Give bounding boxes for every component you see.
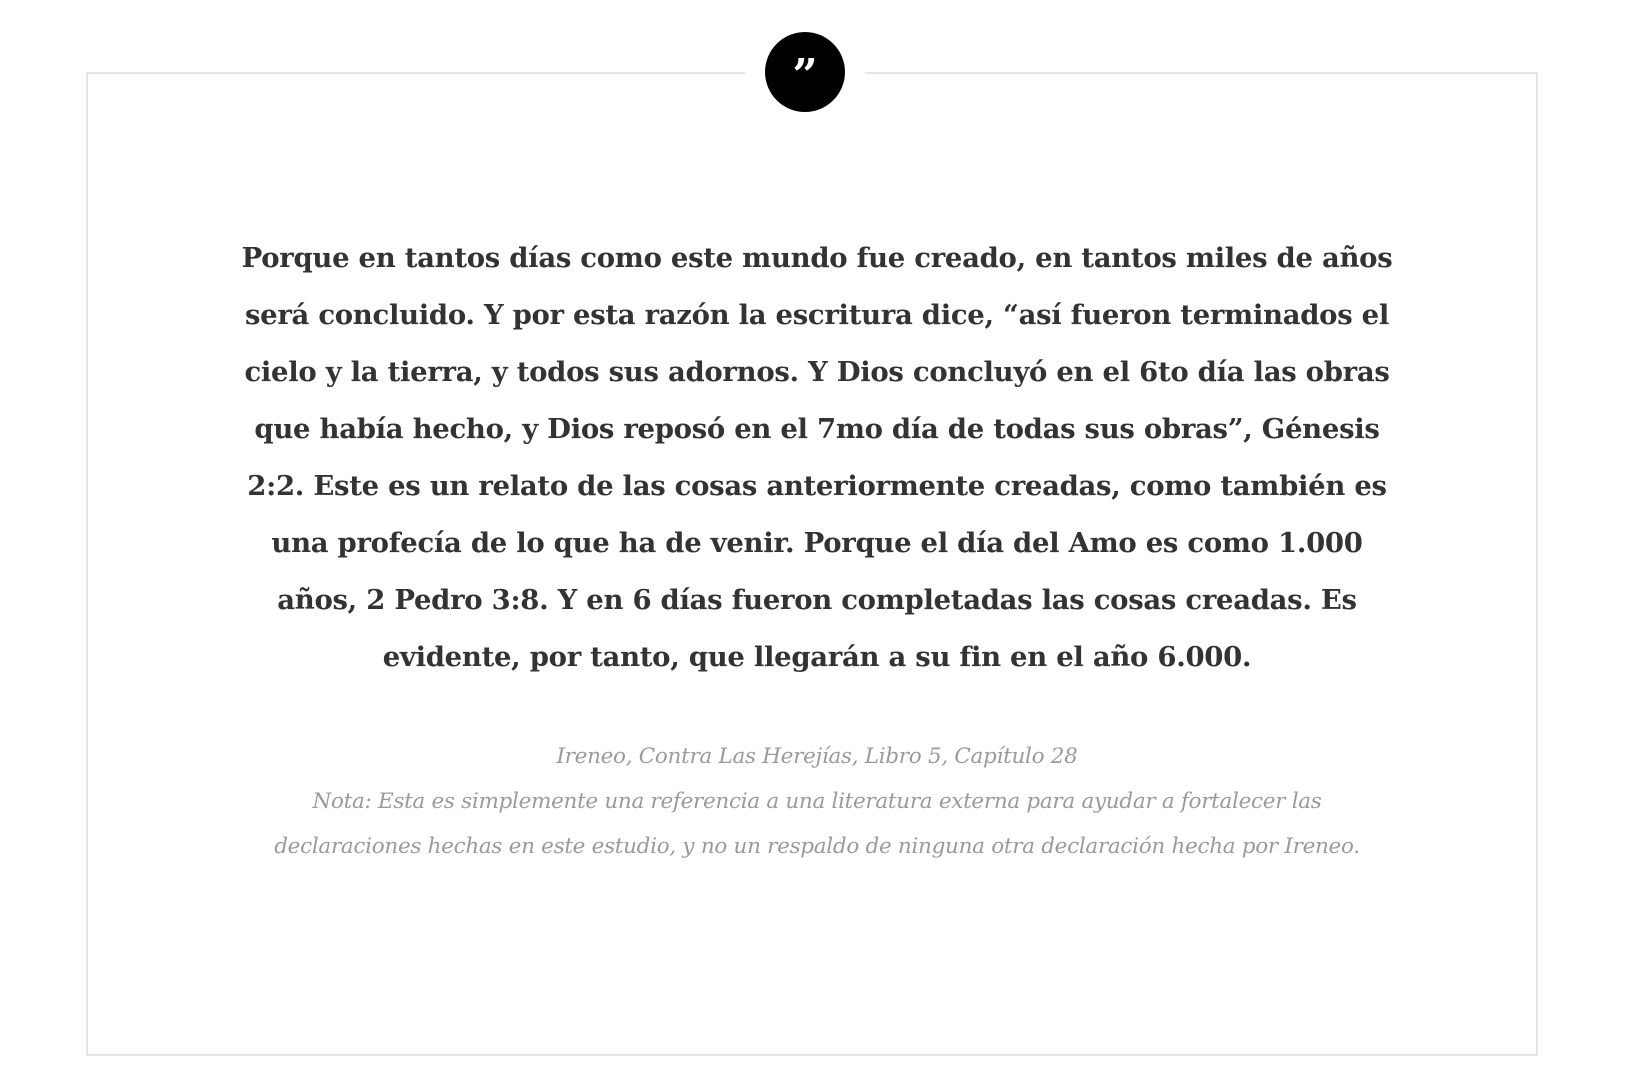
quote-citation: Ireneo, Contra Las Herejías, Libro 5, Capítulo 28 bbox=[556, 744, 1078, 769]
quote-icon: ” bbox=[792, 50, 818, 101]
quote-footer bbox=[250, 734, 1384, 869]
quote-note: Nota: Esta es simplemente una referencia a una literatura externa para ayudar a fortalecer las declaraciones hechas en este estudio, y no un respaldo de ninguna otra declaración hecha por Ireneo. bbox=[274, 789, 1360, 859]
quote-text: Porque en tantos días como este mundo fue creado, en tantos miles de años será concluido. Y por esta razón la escritura dice, “así fueron terminados el cielo y la tierra, y todos sus adornos. Y Dios concluyó en el 6to día las obras que había hecho, y Dios reposó en el 7mo día de todas sus obras”, Génesis 2:2. Este es un relato de las cosas anteriormente creadas, como también es una profecía de lo que ha de venir. Porque el día del Amo es como 1.000 años, 2 Pedro 3:8. Y en 6 días fueron completadas las cosas creadas. Es evidente, por tanto, que llegarán a su fin en el año 6.000. bbox=[241, 242, 1393, 673]
quote-badge bbox=[765, 32, 845, 112]
